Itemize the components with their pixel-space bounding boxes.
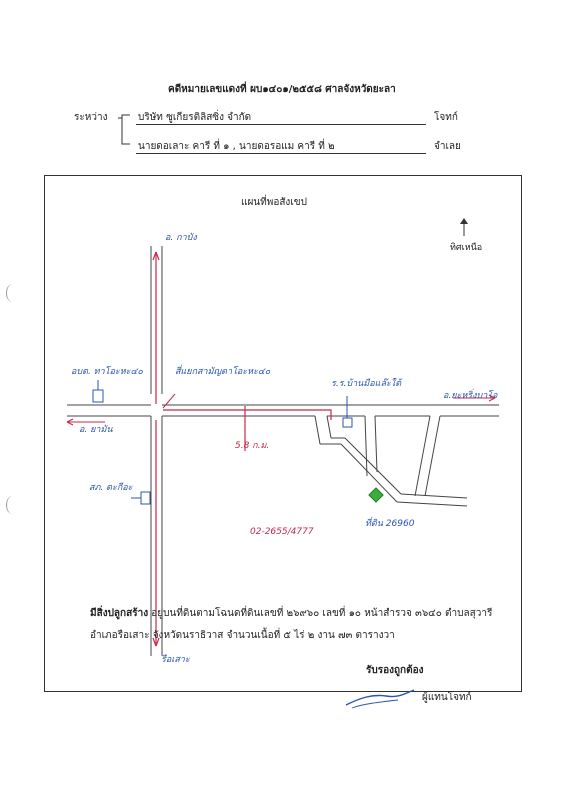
- punch-hole-mark: [6, 496, 19, 514]
- signer-label: ผู้แทนโจทก์: [422, 692, 472, 703]
- property-desc-line2: อำเภอรือเสาะ จังหวัดนราธิวาส จำนวนเนื้อที่ ๕ ไร่ ๒ งาน ๗๓ ตารางวา: [90, 630, 395, 641]
- plaintiff-underline: [136, 124, 426, 125]
- office-label: อบต. ทาโอะหะ๔๐: [71, 367, 143, 377]
- junction-label: สี่แยกสามัญดาโอะหะ๔๐: [175, 367, 271, 377]
- distance-label: 5.8 ก.ม.: [235, 441, 270, 451]
- parcel-label: ที่ดิน 26960: [365, 519, 415, 529]
- north-label: ทิศเหนือ: [450, 243, 483, 253]
- plaintiff-name: บริษัท ซูเกียรติลิสซิ่ง จำกัด: [138, 112, 252, 123]
- road-north-label: อ. กาบัง: [165, 233, 197, 243]
- map-title: แผนที่พอสังเขป: [241, 197, 307, 208]
- building-icon: [131, 492, 150, 504]
- building-icon: [93, 380, 103, 402]
- property-lead: มีสิ่งปลูกสร้าง: [90, 608, 149, 619]
- plaintiff-role: โจทก์: [434, 112, 458, 123]
- phone-label: 02-2655/4777: [250, 527, 314, 537]
- property-desc-line1: [90, 606, 492, 621]
- defendant-names: นายดอเลาะ คารี ที่ ๑ , นายดอรอแม คารี ที่ ๒: [138, 141, 335, 152]
- road-east-label: อ.ยะหริ่งบาโจ: [443, 391, 498, 401]
- case-title: คดีหมายเลขแดงที่ ผบ๑๔๐๑/๒๕๕๘ ศาลจังหวัดยะลา: [168, 84, 396, 95]
- certify-label: รับรองถูกต้อง: [366, 665, 424, 676]
- between-label: ระหว่าง: [74, 112, 108, 123]
- defendant-underline: [136, 153, 426, 154]
- road-south-label: รือเสาะ: [161, 655, 190, 665]
- building-icon: [343, 396, 352, 427]
- punch-hole-mark: [6, 284, 19, 302]
- north-arrow-icon: [460, 218, 468, 236]
- defendant-role: จำเลย: [434, 141, 461, 152]
- parcel-marker-icon: [369, 488, 383, 502]
- school-label: ร.ร.บ้านมือแล๊ะใต้: [331, 379, 402, 389]
- road-west-label: อ. ยามัน: [79, 425, 113, 435]
- temple-label: สภ. ตะกีอะ: [89, 483, 133, 493]
- property-desc-text: อยู่บนที่ดินตามโฉนดที่ดินเลขที่ ๒๖๙๖๐ เลขที่ ๑๐ หน้าสำรวจ ๓๖๔๐ ตำบลสุวารี: [148, 608, 493, 619]
